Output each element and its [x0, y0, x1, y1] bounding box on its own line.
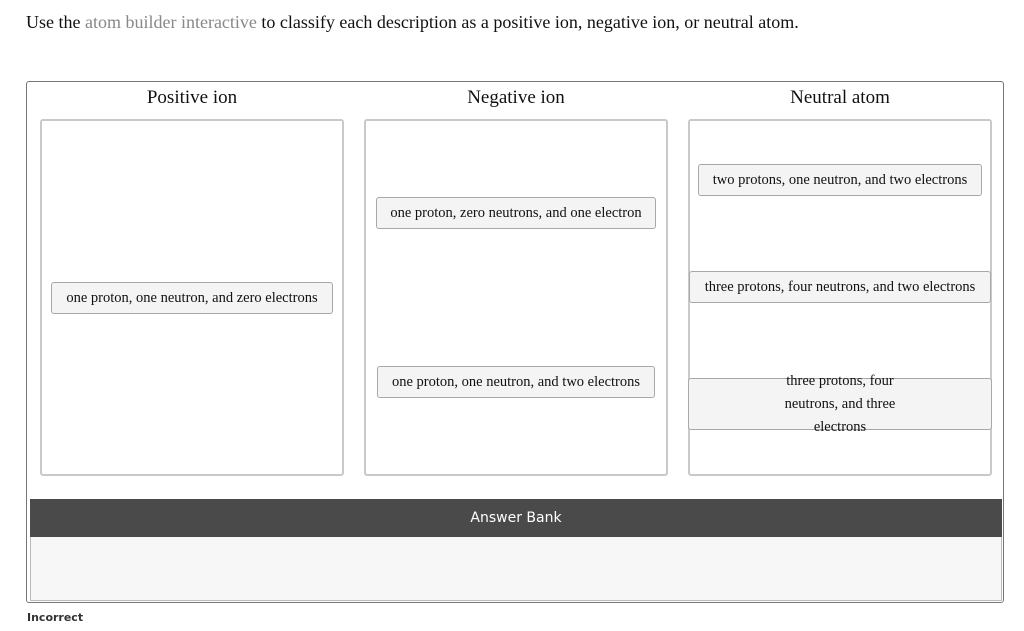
instructions-before: Use the [26, 12, 85, 32]
answer-card[interactable]: one proton, one neutron, and zero electrons [51, 282, 333, 314]
answer-card[interactable]: three protons, four neutrons, and three electrons [688, 378, 992, 430]
answer-card[interactable]: one proton, zero neutrons, and one electron [376, 197, 656, 229]
instructions-after: to classify each description as a positive ion, negative ion, or neutral atom. [256, 12, 799, 32]
feedback-status: Incorrect [27, 611, 84, 624]
answer-card[interactable]: one proton, one neutron, and two electrons [377, 366, 655, 398]
instructions [26, 12, 799, 33]
negative-ion-title: Negative ion [467, 87, 565, 108]
answer-card[interactable]: three protons, four neutrons, and two electrons [689, 271, 991, 303]
negative-ion-bin[interactable] [364, 119, 668, 476]
neutral-atom-title: Neutral atom [790, 87, 890, 108]
answer-card[interactable]: two protons, one neutron, and two electrons [698, 164, 982, 196]
atom-builder-link[interactable]: atom builder interactive [84, 12, 257, 32]
answer-bank-area[interactable] [30, 537, 1002, 601]
answer-bank-header: Answer Bank [30, 499, 1002, 537]
positive-ion-title: Positive ion [146, 87, 238, 108]
